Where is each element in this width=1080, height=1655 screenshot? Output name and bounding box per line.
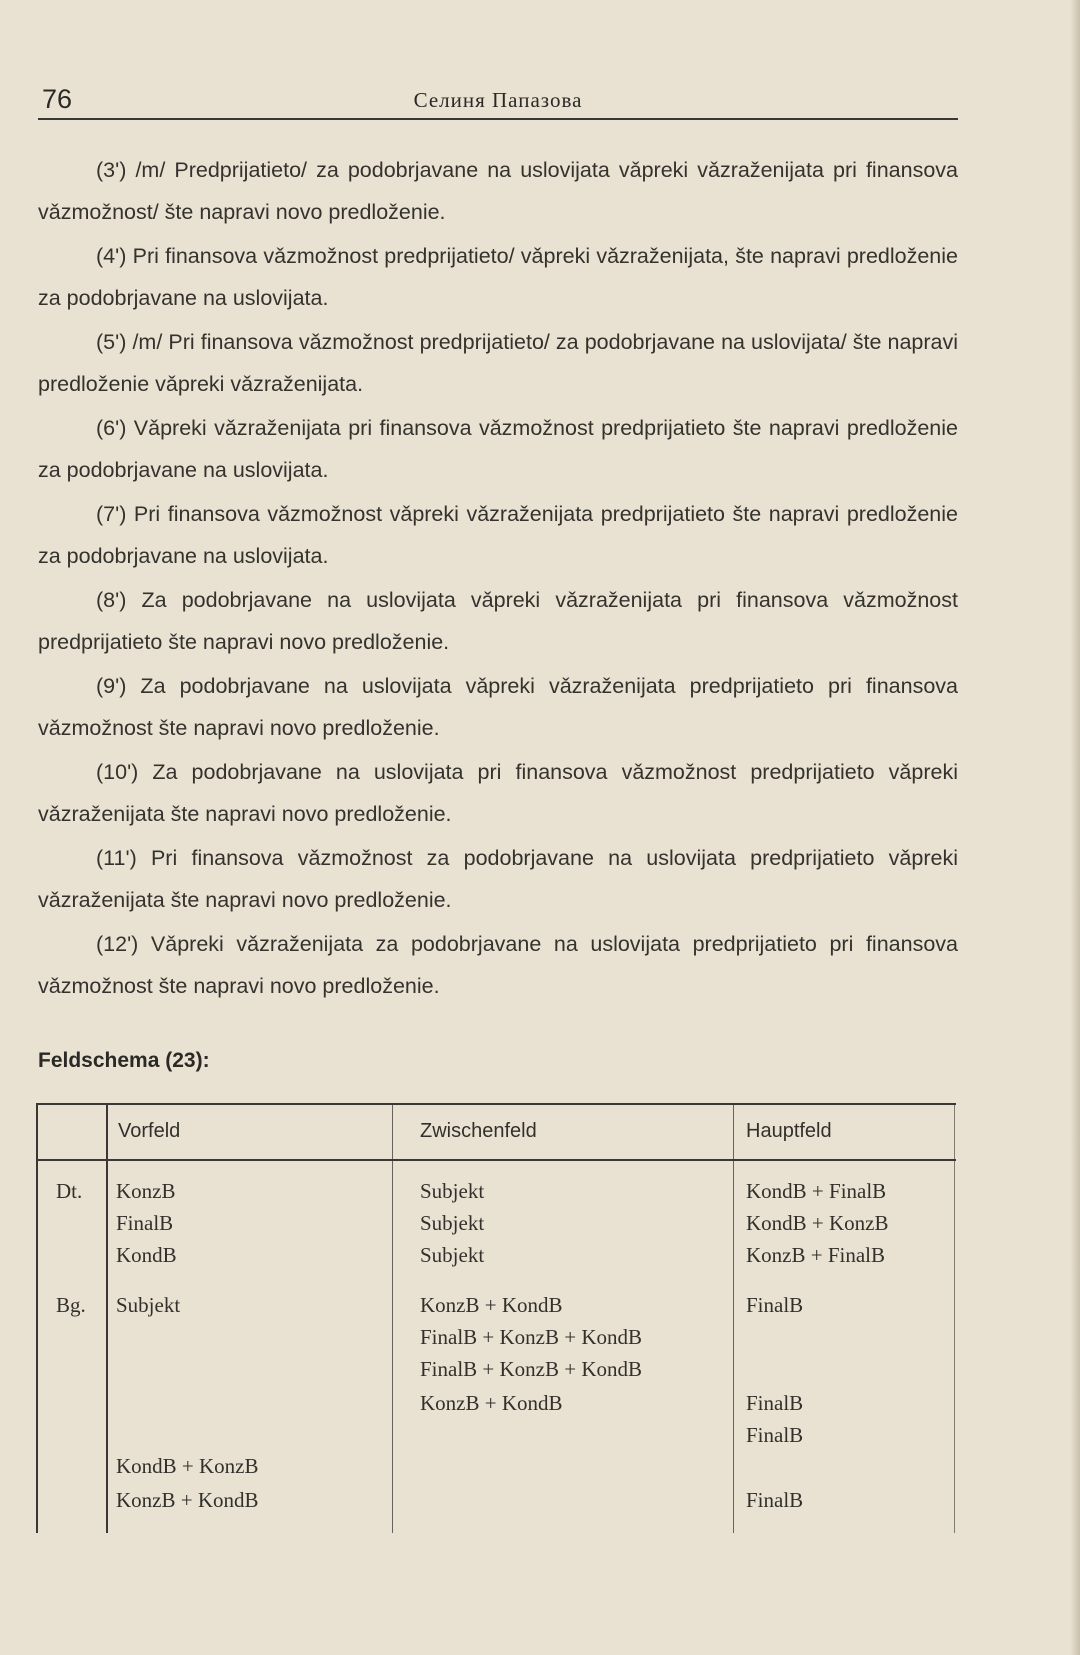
example-5: (5') /m/ Pri finansova vǎzmožnost predprijatieto/ za podobrjavane na uslovijata/ šte napravi predloženie vǎpreki vǎzraženijata. bbox=[38, 330, 958, 396]
column-header-zwischenfeld: Zwischenfeld bbox=[420, 1120, 537, 1142]
dt3-hauptfeld: KonzB + FinalB bbox=[746, 1243, 886, 1267]
row-label-bg: Bg. bbox=[56, 1293, 86, 1317]
example-3: (3') /m/ Predprijatieto/ za podobrjavane na uslovijata vǎpreki vǎzraženijata pri finansova vǎzmožnost/ šte napravi novo predloženie. bbox=[38, 158, 958, 224]
table-right-rule bbox=[954, 1103, 955, 1533]
column-header-hauptfeld: Hauptfeld bbox=[746, 1120, 832, 1142]
feldschema-title: Feldschema (23): bbox=[38, 1049, 210, 1072]
page-header bbox=[38, 80, 958, 120]
dt3-vorfeld: KondB bbox=[116, 1243, 177, 1267]
dt1-zwischenfeld: Subjekt bbox=[420, 1179, 485, 1203]
dt1-hauptfeld: KondB + FinalB bbox=[746, 1179, 887, 1203]
example-6: (6') Vǎpreki vǎzraženijata pri finansova vǎzmožnost predprijatieto šte napravi predloženie za podobrjavane na uslovijata. bbox=[38, 416, 958, 482]
example-7: (7') Pri finansova vǎzmožnost vǎpreki vǎzraženijata predprijatieto šte napravi predloženie za podobrjavane na uslovijata. bbox=[38, 502, 958, 568]
dt2-hauptfeld: KondB + KonzB bbox=[746, 1211, 889, 1235]
table-header-rule bbox=[36, 1159, 956, 1161]
table-col1-rule bbox=[106, 1103, 108, 1533]
bg1-hauptfeld: FinalB bbox=[746, 1293, 804, 1317]
table-left-rule bbox=[36, 1103, 38, 1533]
dt1-vorfeld: KonzB bbox=[116, 1179, 176, 1203]
bg4-zwischenfeld: KonzB + KondB bbox=[420, 1391, 563, 1415]
example-8: (8') Za podobrjavane na uslovijata vǎpreki vǎzraženijata pri finansova vǎzmožnost predprijatieto šte napravi novo predloženie. bbox=[38, 588, 958, 654]
example-12: (12') Vǎpreki vǎzraženijata za podobrjavane na uslovijata predprijatieto pri finansova vǎzmožnost šte napravi novo predloženie. bbox=[38, 932, 958, 998]
table-col3-rule bbox=[733, 1103, 734, 1533]
example-9: (9') Za podobrjavane na uslovijata vǎpreki vǎzraženijata predprijatieto pri finansova vǎzmožnost šte napravi novo predloženie. bbox=[38, 674, 958, 740]
bg1-zwischenfeld: KonzB + KondB bbox=[420, 1293, 563, 1317]
page-number: 76 bbox=[42, 84, 73, 114]
example-10: (10') Za podobrjavane na uslovijata pri finansova vǎzmožnost predprijatieto vǎpreki vǎzraženijata šte napravi novo predloženie. bbox=[38, 760, 958, 826]
bg4-hauptfeld: FinalB bbox=[746, 1391, 804, 1415]
bg1-vorfeld: Subjekt bbox=[116, 1293, 181, 1317]
bg2-zwischenfeld: FinalB + KonzB + KondB bbox=[420, 1325, 643, 1349]
table-top-rule bbox=[36, 1103, 956, 1105]
example-11: (11') Pri finansova vǎzmožnost za podobrjavane na uslovijata predprijatieto vǎpreki vǎzraženijata šte napravi novo predloženie. bbox=[38, 846, 958, 912]
bg7-hauptfeld: FinalB bbox=[746, 1488, 804, 1512]
dt2-vorfeld: FinalB bbox=[116, 1211, 174, 1235]
table-col2-rule bbox=[392, 1103, 393, 1533]
bg6-vorfeld: KondB + KonzB bbox=[116, 1454, 259, 1478]
page-edge-shadow bbox=[1070, 0, 1080, 1655]
bg7-vorfeld: KonzB + KondB bbox=[116, 1488, 259, 1512]
example-sentences bbox=[38, 150, 958, 1010]
row-label-dt: Dt. bbox=[56, 1179, 83, 1203]
dt3-zwischenfeld: Subjekt bbox=[420, 1243, 485, 1267]
feldschema-table bbox=[36, 1103, 956, 1533]
running-head: Селиня Папазова bbox=[413, 88, 583, 112]
bg3-zwischenfeld: FinalB + KonzB + KondB bbox=[420, 1357, 643, 1381]
bg5-hauptfeld: FinalB bbox=[746, 1423, 804, 1447]
column-header-vorfeld: Vorfeld bbox=[118, 1120, 181, 1142]
dt2-zwischenfeld: Subjekt bbox=[420, 1211, 485, 1235]
example-4: (4') Pri finansova vǎzmožnost predprijatieto/ vǎpreki vǎzraženijata, šte napravi predloženie za podobrjavane na uslovijata. bbox=[38, 244, 958, 310]
